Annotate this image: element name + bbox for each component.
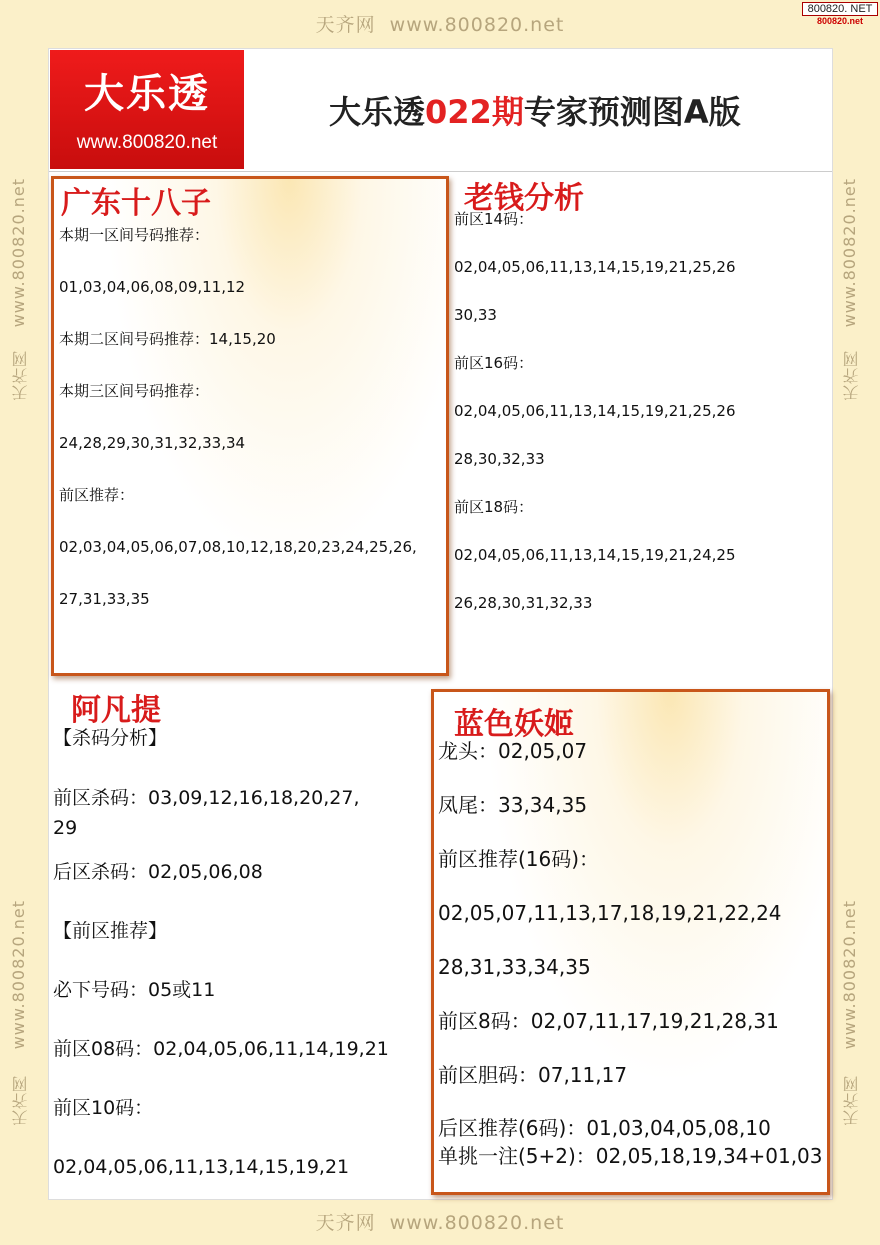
side-watermark-url: www.800820.net bbox=[9, 178, 28, 328]
side-watermark-right-top-cn bbox=[840, 350, 870, 401]
text-line: 本期二区间号码推荐：14,15,20 bbox=[59, 330, 276, 348]
title-issue: 022期 bbox=[425, 93, 524, 131]
text-line: 24,28,29,30,31,32,33,34 bbox=[59, 434, 246, 452]
text-line: 前区8码：02,07,11,17,19,21,28,31 bbox=[438, 1009, 779, 1033]
side-watermark-cn: 天齐网 bbox=[11, 1075, 30, 1126]
guangdong-content bbox=[59, 209, 417, 625]
text-line: 本期三区间号码推荐： bbox=[59, 382, 210, 400]
side-watermark-left-top-cn bbox=[9, 350, 39, 401]
logo-url: www.800820.net bbox=[76, 132, 218, 153]
laoqian-content bbox=[454, 195, 736, 627]
side-watermark-right-bottom bbox=[840, 900, 870, 1049]
sheet-header bbox=[49, 49, 832, 172]
side-watermark-left-top bbox=[9, 178, 39, 327]
text-line: 01,03,04,06,08,09,11,12 bbox=[59, 278, 246, 296]
lanse-content bbox=[438, 724, 823, 1170]
text-line: 02,04,05,06,11,13,14,15,19,21 bbox=[53, 1156, 350, 1178]
text-line: 30,33 bbox=[454, 306, 497, 324]
afanti-content bbox=[53, 709, 389, 1197]
panel-title-afanti: 阿凡提 bbox=[71, 693, 161, 728]
text-line: 前区推荐(16码)： bbox=[438, 847, 600, 871]
side-watermark-left-bottom bbox=[9, 900, 39, 1049]
text-line: 28,30,32,33 bbox=[454, 450, 545, 468]
watermark-site-url: www.800820.net bbox=[389, 1212, 565, 1234]
text-line: 后区推荐(6码)：01,03,04,05,08,10 bbox=[438, 1116, 771, 1140]
text-line: 02,05,07,11,13,17,18,19,21,22,24 bbox=[438, 901, 782, 925]
text-line: 02,04,05,06,11,13,14,15,19,21,25,26 bbox=[454, 402, 736, 420]
text-line: 前区18码： bbox=[454, 498, 534, 516]
brand-logo[interactable] bbox=[50, 50, 244, 169]
text-line: 前区杀码：03,09,12,16,18,20,27, bbox=[53, 787, 360, 809]
text-line: 【前区推荐】 bbox=[53, 920, 168, 942]
watermark-site-url: www.800820.net bbox=[389, 14, 565, 36]
text-line: 前区14码： bbox=[454, 210, 534, 228]
text-line: 02,03,04,05,06,07,08,10,12,18,20,23,24,25,26, bbox=[59, 538, 417, 556]
title-suffix: 专家预测图A版 bbox=[523, 93, 741, 131]
watermark-site-name: 天齐网 bbox=[315, 1212, 376, 1234]
watermark-site-name: 天齐网 bbox=[315, 14, 376, 36]
text-line: 前区08码：02,04,05,06,11,14,19,21 bbox=[53, 1038, 389, 1060]
panel-title-laoqian: 老钱分析 bbox=[464, 181, 584, 216]
side-watermark-right-top bbox=[840, 178, 870, 327]
text-line: 02,04,05,06,11,13,14,15,19,21,25,26 bbox=[454, 258, 736, 276]
side-watermark-left-bottom-cn bbox=[9, 1075, 39, 1126]
text-line: 02,04,05,06,11,13,14,15,19,21,24,25 bbox=[454, 546, 736, 564]
text-line: 前区10码： bbox=[53, 1097, 154, 1119]
prediction-sheet bbox=[48, 48, 833, 1200]
text-line: 【杀码分析】 bbox=[53, 727, 168, 749]
top-watermark bbox=[0, 10, 880, 37]
text-line: 前区推荐： bbox=[59, 486, 135, 504]
title-prefix: 大乐透 bbox=[329, 93, 426, 131]
side-watermark-url: www.800820.net bbox=[9, 900, 28, 1050]
side-watermark-cn: 天齐网 bbox=[842, 1075, 861, 1126]
text-line: 单挑一注(5+2)：02,05,18,19,34+01,03 bbox=[438, 1144, 823, 1168]
text-line: 28,31,33,34,35 bbox=[438, 955, 591, 979]
side-watermark-url: www.800820.net bbox=[840, 900, 859, 1050]
side-watermark-url: www.800820.net bbox=[840, 178, 859, 328]
badge-sub-label: 800820.net bbox=[816, 16, 864, 26]
text-line: 27,31,33,35 bbox=[59, 590, 150, 608]
panel-title-lanse: 蓝色妖姬 bbox=[454, 707, 574, 742]
bottom-watermark bbox=[0, 1208, 880, 1235]
text-line: 后区杀码：02,05,06,08 bbox=[53, 861, 263, 883]
text-line: 必下号码：05或11 bbox=[53, 979, 216, 1001]
logo-title: 大乐透 bbox=[84, 71, 210, 117]
badge-label: 800820. NET bbox=[802, 2, 878, 16]
text-line: 凤尾：33,34,35 bbox=[438, 793, 588, 817]
panel-title-guangdong: 广东十八子 bbox=[61, 186, 211, 221]
corner-badge[interactable] bbox=[802, 2, 878, 26]
text-line: 前区16码： bbox=[454, 354, 534, 372]
page-title bbox=[329, 87, 741, 133]
side-watermark-cn: 天齐网 bbox=[11, 350, 30, 401]
text-line: 本期一区间号码推荐： bbox=[59, 226, 210, 244]
text-line: 26,28,30,31,32,33 bbox=[454, 594, 593, 612]
text-line: 29 bbox=[53, 817, 78, 839]
text-line: 龙头：02,05,07 bbox=[438, 739, 588, 763]
text-line: 前区胆码：07,11,17 bbox=[438, 1063, 628, 1087]
side-watermark-right-bottom-cn bbox=[840, 1075, 870, 1126]
side-watermark-cn: 天齐网 bbox=[842, 350, 861, 401]
